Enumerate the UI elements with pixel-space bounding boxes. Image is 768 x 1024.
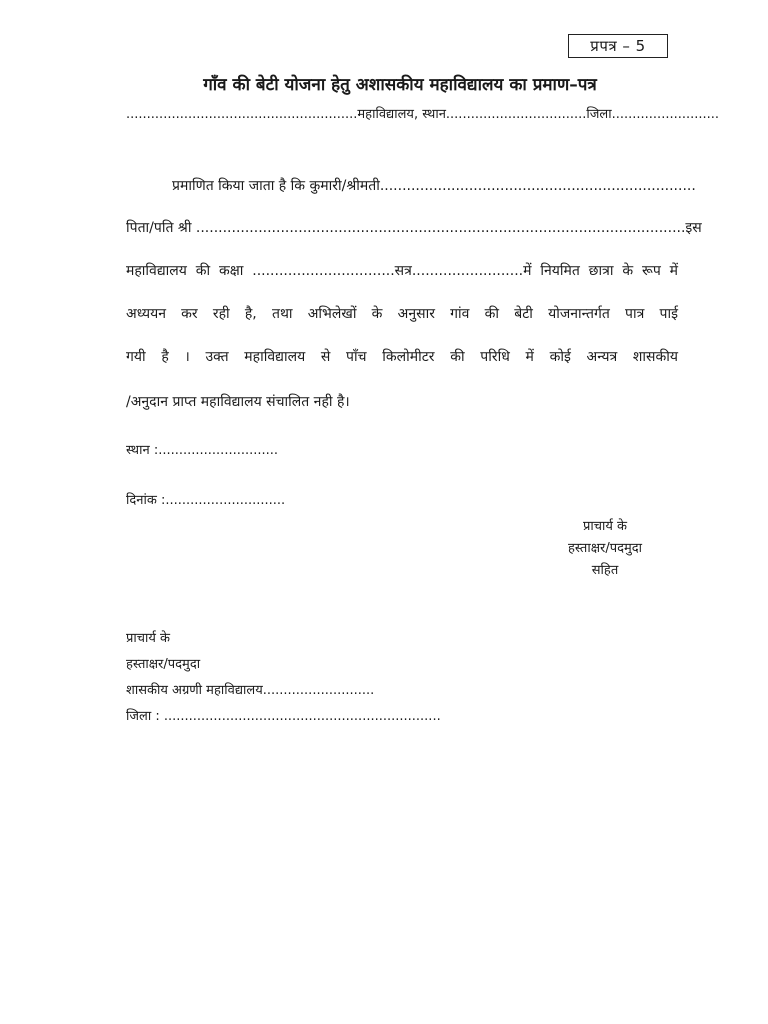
lead-principal-line-2: हस्ताक्षर/पदमुदा xyxy=(126,657,201,672)
principal-signature-line-1: प्राचार्य के xyxy=(582,519,628,534)
principal-signature-block xyxy=(520,516,690,582)
lead-principal-line-4: जिला : ................................................................... xyxy=(126,709,441,724)
body-line-4: अध्ययन कर रही है, तथा अभिलेखों के अनुसार गांव की बेटी योजनान्तर्गत पात्र पाई xyxy=(126,306,678,322)
place-field: स्थान :............................. xyxy=(126,443,279,458)
date-field: दिनांक :............................. xyxy=(126,493,286,508)
principal-signature-line-3: सहित xyxy=(591,563,619,578)
college-location-line: ........................................................महाविद्यालय, स्थान..................................जिला.......................... xyxy=(126,107,720,122)
body-line-5: गयी है । उक्त महाविद्यालय से पाँच किलोमीटर की परिधि में कोई अन्यत्र शासकीय xyxy=(126,349,678,365)
body-line-1: प्रमाणित किया जाता है कि कुमारी/श्रीमती....................................................................... xyxy=(172,178,696,194)
certificate-title: गाँव की बेटी योजना हेतु अशासकीय महाविद्यालय का प्रमाण–पत्र xyxy=(203,75,597,95)
body-line-2: पिता/पति श्री ..............................................................................................................इस xyxy=(126,220,702,236)
form-number-box: प्रपत्र – 5 xyxy=(568,34,668,58)
body-line-6: /अनुदान प्राप्त महाविद्यालय संचालित नही है। xyxy=(126,394,350,410)
lead-principal-signature-block xyxy=(126,626,441,730)
body-line-3: महाविद्यालय की कक्षा ................................सत्र.........................में नियमित छात्रा के रूप में xyxy=(126,263,678,279)
principal-signature-line-2: हस्ताक्षर/पदमुदा xyxy=(567,541,643,556)
lead-principal-line-3: शासकीय अग्रणी महाविद्यालय........................... xyxy=(126,683,375,698)
lead-principal-line-1: प्राचार्य के xyxy=(126,631,171,646)
